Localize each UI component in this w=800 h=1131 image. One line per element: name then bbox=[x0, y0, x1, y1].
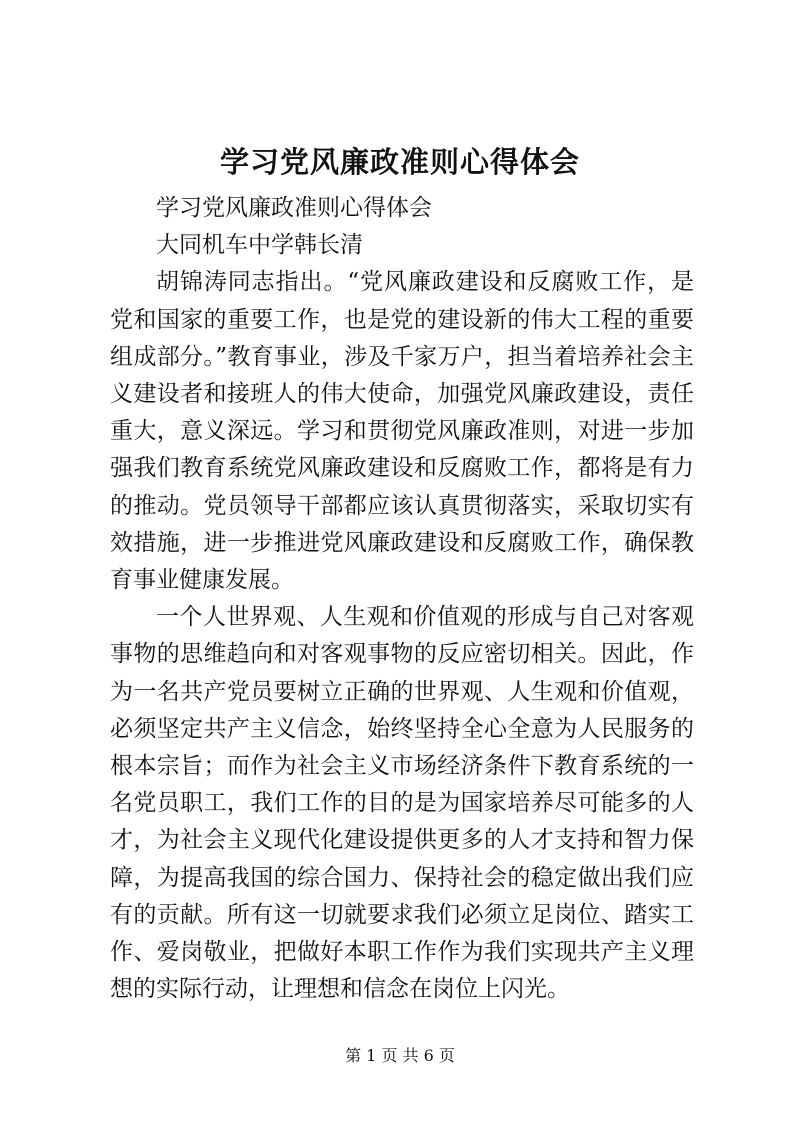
body-paragraph: 胡锦涛同志指出。“党风廉政建设和反腐败工作，是党和国家的重要工作，也是党的建设新的伟大工程的重要组成部分。”教育事业，涉及千家万户，担当着培养社会主义建设者和接班人的伟大使命，加强党风廉政建设，责任重大，意义深远。学习和贯彻党风廉政准则，对进一步加强我们教育系统党风廉政建设和反腐败工作，都将是有力的推动。党员领导干部都应该认真贯彻落实，采取切实有效措施，进一步推进党风廉政建设和反腐败工作，确保教育事业健康发展。 bbox=[110, 269, 694, 594]
body-paragraph: 一个人世界观、人生观和价值观的形成与自己对客观事物的思维趋向和对客观事物的反应密切相关。因此，作为一名共产党员要树立正确的世界观、人生观和价值观，必须坚定共产主义信念，始终坚持全心全意为人民服务的根本宗旨；而作为社会主义市场经济条件下教育系统的一名党员职工，我们工作的目的是为国家培养尽可能多的人才，为社会主义现代化建设提供更多的人才支持和智力保障，为提高我国的综合国力、保持社会的稳定做出我们应有的贡献。所有这一切就要求我们必须立足岗位、踏实工作、爱岗敬业，把做好本职工作作为我们实现共产主义理想的实际行动，让理想和信念在岗位上闪光。 bbox=[110, 604, 694, 1003]
document-body bbox=[110, 190, 694, 1008]
document-subtitle: 学习党风廉政准则心得体会 bbox=[156, 195, 432, 221]
page-footer: 第 1 页 共 6 页 bbox=[345, 1046, 455, 1065]
page-title: 学习党风廉政准则心得体会 bbox=[219, 145, 580, 179]
author-line: 大同机车中学韩长清 bbox=[156, 232, 363, 259]
